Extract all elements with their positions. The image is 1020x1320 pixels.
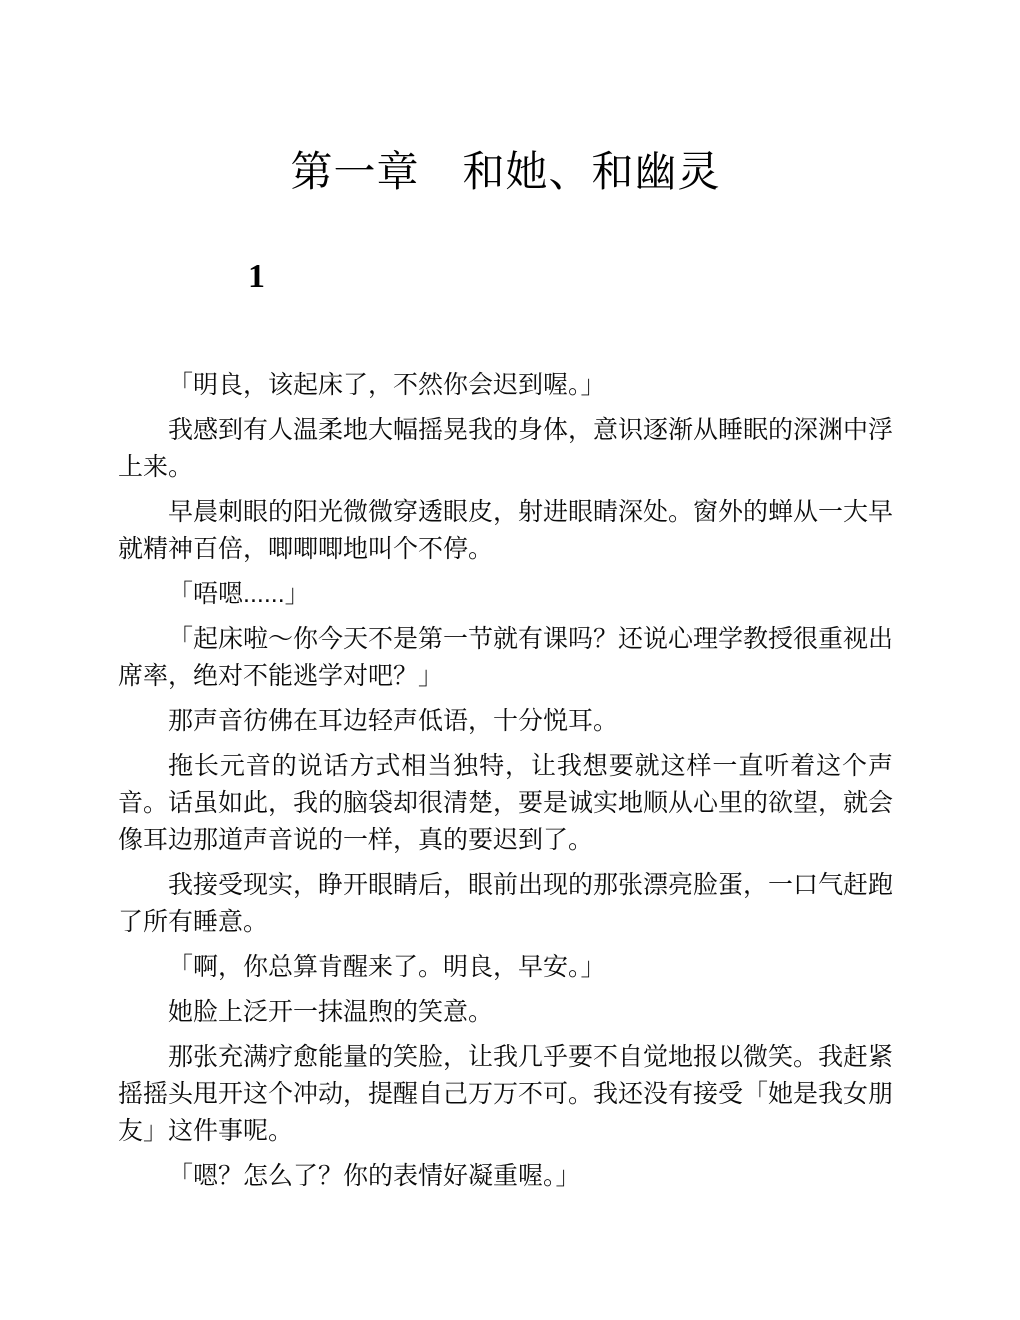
chapter-title: 第一章 和她、和幽灵 [290, 150, 721, 196]
body-text [118, 367, 893, 1195]
paragraph: 「啊，你总算肯醒来了。明良，早安。」 [168, 953, 606, 982]
paragraph: 早晨刺眼的阳光微微穿透眼皮，射进眼睛深处。窗外的蝉从一大早就精神百倍，唧唧唧地叫个不停。 [118, 498, 894, 564]
paragraph: 「起床啦～你今天不是第一节就有课吗？还说心理学教授很重视出席率，绝对不能逃学对吧？」 [118, 625, 894, 691]
paragraph: 我接受现实，睁开眼睛后，眼前出现的那张漂亮脸蛋，一口气赶跑了所有睡意。 [118, 871, 894, 937]
paragraph: 「明良，该起床了，不然你会迟到喔。」 [168, 371, 606, 400]
paragraph: 「唔嗯......」 [168, 580, 310, 609]
paragraph: 那张充满疗愈能量的笑脸，让我几乎要不自觉地报以微笑。我赶紧摇摇头甩开这个冲动，提醒自己万万不可。我还没有接受「她是我女朋友」这件事呢。 [118, 1043, 894, 1146]
paragraph: 拖长元音的说话方式相当独特，让我想要就这样一直听着这个声音。话虽如此，我的脑袋却很清楚，要是诚实地顺从心里的欲望，就会像耳边那道声音说的一样，真的要迟到了。 [118, 752, 894, 855]
paragraph: 我感到有人温柔地大幅摇晃我的身体，意识逐渐从睡眠的深渊中浮上来。 [118, 416, 894, 482]
paragraph: 她脸上泛开一抹温煦的笑意。 [168, 998, 494, 1027]
paragraph: 那声音彷佛在耳边轻声低语，十分悦耳。 [168, 707, 619, 736]
paragraph: 「嗯？怎么了？你的表情好凝重喔。」 [168, 1162, 581, 1191]
section-number: 1 [248, 257, 265, 295]
